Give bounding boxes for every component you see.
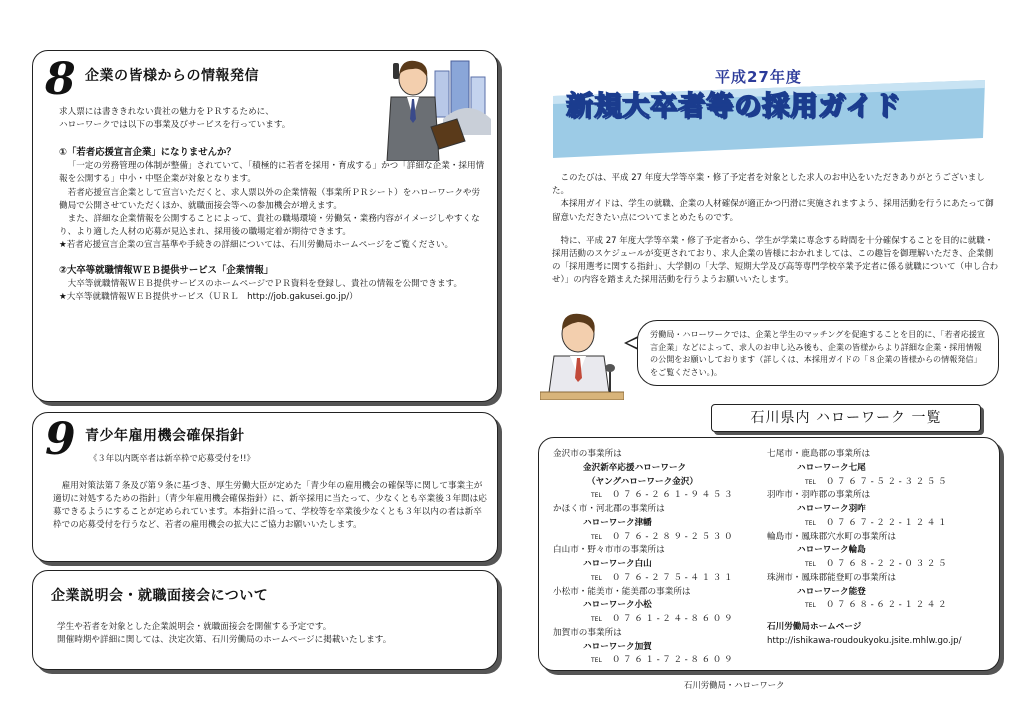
- sub2-note: ★大卒等就職情報ＷＥＢ提供サービス（ＵＲＬ http://job.gakusei.go.jp/）: [59, 292, 358, 303]
- sub1-title: ①「若者応援宣言企業」になりませんか？: [59, 147, 236, 159]
- intro-paragraph-2: 本採用ガイドは、学生の就職、企業の人材確保が適正かつ円滑に実施されますよう、採用活動を行うにあたって御留意いただきたい点についてまとめたものです。: [552, 199, 994, 223]
- office-hakui: [767, 489, 997, 530]
- office-tel-number: ０７６７-５２-３２５５: [825, 476, 950, 487]
- office-name-sub: （ヤングハローワーク金沢）: [587, 476, 698, 487]
- office-tel-number: ０７６１-７２-８６０９: [611, 655, 736, 666]
- tel-label: TEL: [591, 492, 602, 500]
- tel-label: TEL: [805, 561, 816, 568]
- intro-paragraph-1: このたびは、平成 27 年度大学等卒業・修了予定者を対象とした求人のお申込をいただきありがとうございました。: [552, 173, 985, 197]
- section-10-panel: [32, 570, 498, 670]
- tel-label: TEL: [591, 616, 602, 623]
- footer-credit: 石川労働局・ハローワーク: [684, 680, 785, 690]
- speaker-illustration: [540, 308, 624, 400]
- office-tel: [767, 476, 997, 490]
- section-9-number: 9: [45, 414, 76, 465]
- office-name: ハローワーク小松: [583, 600, 652, 611]
- office-area: 七尾市・鹿島郡の事業所は: [767, 449, 871, 459]
- office-tel-number: ０７６-２６１-９４５３: [611, 490, 736, 501]
- section-9-title: 青少年雇用機会確保指針: [85, 428, 245, 444]
- header-title: 新規大卒者等の採用ガイド: [566, 91, 902, 122]
- office-tel-number: ０７６８-６２-１２４２: [825, 600, 950, 611]
- sub1-note: ★若者応援宣言企業の宣言基準や手続きの詳細については、石川労働局ホームページをご覧ください。: [59, 239, 454, 250]
- section-8-body: [59, 106, 487, 304]
- tel-label: TEL: [805, 519, 816, 527]
- office-name: 金沢新卒応援ハローワーク: [583, 462, 687, 473]
- office-tel-number: ０７６-２８９-２５３０: [611, 531, 736, 542]
- office-nanao: [767, 448, 997, 489]
- office-name: ハローワーク七尾: [797, 462, 866, 473]
- tel-label: TEL: [591, 574, 602, 582]
- office-tel-number: ０７６７-２２-１２４１: [825, 517, 950, 528]
- tel-label: TEL: [591, 657, 602, 665]
- office-tel: [767, 517, 997, 531]
- sub2-title: ②大卒等就職情報ＷＥＢ提供サービス「企業情報」: [59, 264, 274, 276]
- section-8-number: 8: [45, 54, 76, 105]
- mhlw-homepage-title: 石川労働局ホームページ: [767, 622, 862, 632]
- office-area: 白山市・野々市市の事業所は: [553, 545, 665, 556]
- intro-text: [552, 172, 1000, 297]
- section-8-intro-line-1: 求人票には書ききれない貴社の魅力をＰＲするために、: [59, 107, 274, 117]
- office-tel: [553, 531, 763, 545]
- sub1-paragraph-3: また、詳細な企業情報を公開することによって、貴社の職場環境・労働気・業務内容がイメージしやすくなり、より適した人材の応募が見込まれ、採用後の職場定着が期待できます。: [59, 213, 480, 237]
- office-tel-number: ０７６１-２４-８６０９: [611, 614, 736, 624]
- office-wajima: [767, 531, 997, 572]
- office-list-title: 石川県内 ハローワーク 一覧: [711, 404, 981, 432]
- office-kanazawa: [553, 448, 763, 503]
- tel-label: TEL: [805, 478, 816, 486]
- sub1-paragraph-1: 「一定の労務管理の体制が整備」されていて、「積極的に若者を採用・育成する」かつ「詳細な企業・採用情報を公開する」中小・中堅企業が対象となります。: [59, 161, 485, 185]
- office-tel: [553, 654, 763, 668]
- sub1-paragraph-2: 若者応援宣言企業として宣言いただくと、求人票以外の企業情報（事業所ＰＲシート）をハローワークや労働局で公開させていただくほか、就職面接会等への参加機会が増えます。: [59, 187, 481, 211]
- office-tel: [767, 558, 997, 572]
- office-hakusan: [553, 544, 763, 585]
- office-tel-number: ０７６-２７５-４１３１: [611, 572, 736, 583]
- section-9-subtitle: 《３年以内既卒者は新卒枠で応募受付を!!》: [89, 453, 255, 463]
- office-name: ハローワーク白山: [583, 559, 652, 569]
- section-8-intro-line-2: ハローワークでは以下の事業及びサービスを行っています。: [59, 120, 291, 131]
- office-tel: [553, 572, 763, 586]
- office-tel: [553, 613, 763, 627]
- office-area: かほく市・河北郡の事業所は: [553, 504, 665, 514]
- office-tel-number: ０７６８-２２-０３２５: [825, 559, 950, 569]
- tel-label: TEL: [591, 533, 602, 541]
- office-tel: [767, 599, 997, 613]
- office-komatsu: [553, 586, 763, 627]
- section-8-panel: [32, 50, 498, 402]
- office-area: 輪島市・鳳珠郡穴水町の事業所は: [767, 531, 896, 542]
- office-tsubata: [553, 503, 763, 544]
- office-column-left: [553, 448, 763, 668]
- office-noto: [767, 572, 997, 613]
- office-name: ハローワーク加賀: [583, 641, 652, 652]
- office-area: 加賀市の事業所は: [553, 627, 622, 638]
- office-name: ハローワーク津幡: [583, 517, 652, 528]
- speech-bubble: 労働局・ハローワークでは、企業と学生のマッチングを促進することを目的に、「若者応援宣言企業」などによって、求人のお申し込み後も、企業の皆様からより詳細な企業・採用情報の公開をお願いしております（詳しくは、本採用ガイドの「８企業の皆様からの情報発信」をご覧ください。)。: [637, 320, 999, 386]
- section-10-line-2: 開催時期や詳細に関しては、決定次第、石川労働局のホームページに掲載いたします。: [57, 635, 392, 646]
- office-tel: [553, 489, 763, 503]
- section-10-body: [57, 621, 487, 647]
- office-area: 羽咋市・羽咋郡の事業所は: [767, 490, 871, 501]
- office-name: ハローワーク輪島: [797, 545, 866, 556]
- tel-label: TEL: [805, 602, 816, 610]
- office-column-right: [767, 448, 997, 649]
- header-year: 平成27年度: [715, 68, 802, 86]
- sub2-paragraph-1: 大卒等就職情報ＷＥＢ提供サービスのホームページでＰＲ資料を登録し、貴社の情報を公開できます。: [67, 279, 463, 290]
- office-kaga: [553, 627, 763, 668]
- section-10-line-1: 学生や若者を対象とした企業説明会・就職面接会を開催する予定です。: [57, 622, 332, 632]
- office-area: 小松市・能美市・能美郡の事業所は: [553, 586, 691, 597]
- office-area: 珠洲市・鳳珠郡能登町の事業所は: [767, 572, 896, 583]
- office-name: ハローワーク羽咋: [797, 504, 866, 514]
- intro-paragraph-3: 特に、平成 27 年度大学等卒業・修了予定者から、学生が学業に専念する時間を十分確保することを目的に就職・採用活動のスケジュールが変更されており、求人企業の皆様におかれましては、この趣旨を御理解いただき、企業側の「採用選考に関する指針」、大学側の「大学、短期大学及び高等専門学校卒業予定者に係る就職について（申し合わせ）」の内容を踏まえた採用活動を行うようお願いいたします。: [552, 235, 999, 286]
- section-10-title: 企業説明会・就職面接会について: [51, 588, 269, 604]
- mhlw-homepage-link[interactable]: http://ishikawa-roudoukyoku.jsite.mhlw.go.jp/: [767, 635, 962, 646]
- section-9-panel: [32, 412, 498, 562]
- office-name: ハローワーク能登: [797, 586, 866, 597]
- office-area: 金沢市の事業所は: [553, 449, 622, 459]
- section-9-body: 雇用対策法第７条及び第９条に基づき、厚生労働大臣が定めた「青少年の雇用機会の確保等に関して事業主が適切に対処するための指針」（青少年雇用機会確保指針）に、新卒採用に当たって、少なくとも卒業後３年間は応募できるようにすることが定められています。本指針に沿って、学校等を卒業後少なくとも３年以内の者は新卒枠での応募受付を行うなど、若者の雇用機会の拡大にご協力お願いいたします。: [53, 481, 487, 531]
- section-8-title: 企業の皆様からの情報発信: [85, 68, 259, 84]
